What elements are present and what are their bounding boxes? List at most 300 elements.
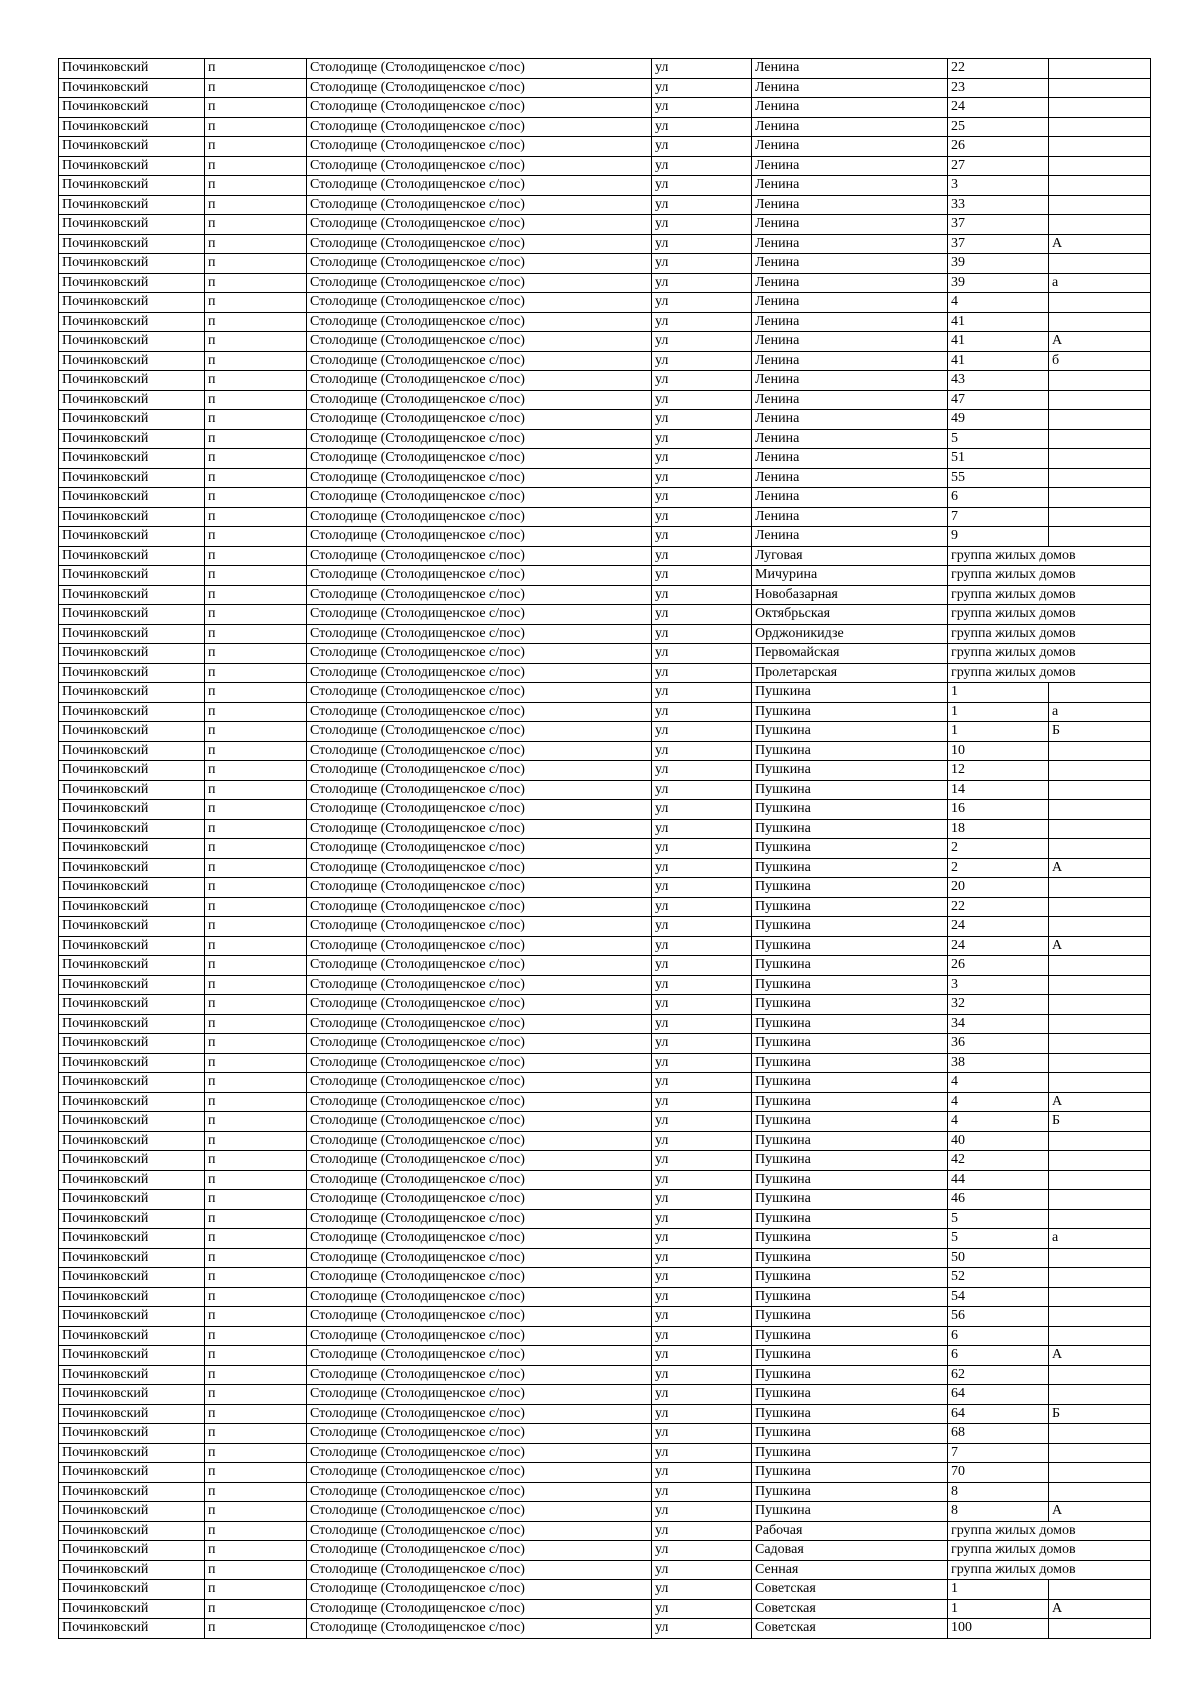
building-cell	[1049, 1443, 1151, 1463]
street-type-cell: ул	[652, 234, 752, 254]
settlement-cell: Столодище (Столодищенское с/пос)	[307, 1170, 652, 1190]
street-cell: Пушкина	[752, 1092, 948, 1112]
house-cell: 18	[948, 819, 1049, 839]
street-type-cell: ул	[652, 176, 752, 196]
settlement-cell: Столодище (Столодищенское с/пос)	[307, 839, 652, 859]
street-cell: Ленина	[752, 488, 948, 508]
settlement-cell: Столодище (Столодищенское с/пос)	[307, 1151, 652, 1171]
settlement-type-cell: п	[205, 410, 307, 430]
settlement-type-cell: п	[205, 1287, 307, 1307]
settlement-cell: Столодище (Столодищенское с/пос)	[307, 936, 652, 956]
settlement-type-cell: п	[205, 1443, 307, 1463]
street-cell: Октябрьская	[752, 605, 948, 625]
building-cell: А	[1049, 1346, 1151, 1366]
building-cell	[1049, 1326, 1151, 1346]
table-row	[59, 975, 1151, 995]
district-cell: Починковский	[59, 975, 205, 995]
district-cell: Починковский	[59, 390, 205, 410]
settlement-cell: Столодище (Столодищенское с/пос)	[307, 566, 652, 586]
building-cell	[1049, 1482, 1151, 1502]
settlement-cell: Столодище (Столодищенское с/пос)	[307, 1287, 652, 1307]
table-row	[59, 507, 1151, 527]
table-row	[59, 156, 1151, 176]
settlement-cell: Столодище (Столодищенское с/пос)	[307, 1365, 652, 1385]
street-cell: Пушкина	[752, 1268, 948, 1288]
building-cell: А	[1049, 332, 1151, 352]
table-row	[59, 1502, 1151, 1522]
street-cell: Ленина	[752, 449, 948, 469]
settlement-type-cell: п	[205, 780, 307, 800]
table-row	[59, 390, 1151, 410]
street-type-cell: ул	[652, 1307, 752, 1327]
street-cell: Пушкина	[752, 761, 948, 781]
house-cell: 10	[948, 741, 1049, 761]
street-type-cell: ул	[652, 663, 752, 683]
table-body	[59, 59, 1151, 1639]
district-cell: Починковский	[59, 1268, 205, 1288]
street-type-cell: ул	[652, 1112, 752, 1132]
settlement-cell: Столодище (Столодищенское с/пос)	[307, 975, 652, 995]
settlement-type-cell: п	[205, 1190, 307, 1210]
district-cell: Починковский	[59, 273, 205, 293]
house-cell: группа жилых домов	[948, 644, 1151, 664]
street-cell: Мичурина	[752, 566, 948, 586]
house-cell: 33	[948, 195, 1049, 215]
building-cell	[1049, 917, 1151, 937]
street-type-cell: ул	[652, 59, 752, 79]
district-cell: Починковский	[59, 995, 205, 1015]
street-cell: Ленина	[752, 215, 948, 235]
table-row	[59, 1482, 1151, 1502]
house-cell: 7	[948, 1443, 1049, 1463]
street-cell: Ленина	[752, 410, 948, 430]
district-cell: Починковский	[59, 1424, 205, 1444]
street-cell: Ленина	[752, 78, 948, 98]
street-cell: Пушкина	[752, 1443, 948, 1463]
street-cell: Сенная	[752, 1560, 948, 1580]
table-row	[59, 956, 1151, 976]
building-cell	[1049, 527, 1151, 547]
street-cell: Пушкина	[752, 1502, 948, 1522]
house-cell: 41	[948, 332, 1049, 352]
house-cell: группа жилых домов	[948, 605, 1151, 625]
table-row	[59, 1287, 1151, 1307]
street-type-cell: ул	[652, 1463, 752, 1483]
settlement-type-cell: п	[205, 897, 307, 917]
settlement-type-cell: п	[205, 137, 307, 157]
building-cell: Б	[1049, 1404, 1151, 1424]
street-type-cell: ул	[652, 117, 752, 137]
street-type-cell: ул	[652, 819, 752, 839]
street-cell: Пушкина	[752, 683, 948, 703]
settlement-type-cell: п	[205, 449, 307, 469]
settlement-cell: Столодище (Столодищенское с/пос)	[307, 1619, 652, 1639]
settlement-type-cell: п	[205, 1073, 307, 1093]
settlement-type-cell: п	[205, 332, 307, 352]
house-cell: 24	[948, 917, 1049, 937]
building-cell: А	[1049, 1502, 1151, 1522]
table-row	[59, 1170, 1151, 1190]
settlement-type-cell: п	[205, 1365, 307, 1385]
house-cell: 2	[948, 858, 1049, 878]
settlement-cell: Столодище (Столодищенское с/пос)	[307, 234, 652, 254]
table-row	[59, 936, 1151, 956]
street-cell: Пушкина	[752, 975, 948, 995]
district-cell: Починковский	[59, 1248, 205, 1268]
settlement-type-cell: п	[205, 605, 307, 625]
house-cell: 50	[948, 1248, 1049, 1268]
street-type-cell: ул	[652, 488, 752, 508]
house-cell: 40	[948, 1131, 1049, 1151]
house-cell: 41	[948, 312, 1049, 332]
settlement-cell: Столодище (Столодищенское с/пос)	[307, 624, 652, 644]
house-cell: 26	[948, 137, 1049, 157]
table-row	[59, 897, 1151, 917]
street-type-cell: ул	[652, 995, 752, 1015]
street-type-cell: ул	[652, 371, 752, 391]
district-cell: Починковский	[59, 1151, 205, 1171]
district-cell: Починковский	[59, 1287, 205, 1307]
district-cell: Починковский	[59, 1053, 205, 1073]
building-cell	[1049, 897, 1151, 917]
table-row	[59, 1248, 1151, 1268]
street-cell: Пушкина	[752, 878, 948, 898]
settlement-cell: Столодище (Столодищенское с/пос)	[307, 390, 652, 410]
street-type-cell: ул	[652, 293, 752, 313]
settlement-type-cell: п	[205, 273, 307, 293]
table-row	[59, 332, 1151, 352]
house-cell: 3	[948, 176, 1049, 196]
street-cell: Пушкина	[752, 917, 948, 937]
building-cell	[1049, 117, 1151, 137]
district-cell: Починковский	[59, 1073, 205, 1093]
street-type-cell: ул	[652, 936, 752, 956]
table-row	[59, 488, 1151, 508]
house-cell: 5	[948, 429, 1049, 449]
settlement-type-cell: п	[205, 1404, 307, 1424]
district-cell: Починковский	[59, 897, 205, 917]
settlement-cell: Столодище (Столодищенское с/пос)	[307, 215, 652, 235]
table-row	[59, 858, 1151, 878]
building-cell	[1049, 78, 1151, 98]
house-cell: 20	[948, 878, 1049, 898]
settlement-cell: Столодище (Столодищенское с/пос)	[307, 449, 652, 469]
district-cell: Починковский	[59, 878, 205, 898]
table-row	[59, 137, 1151, 157]
house-cell: 4	[948, 1073, 1049, 1093]
table-row	[59, 1209, 1151, 1229]
settlement-cell: Столодище (Столодищенское с/пос)	[307, 956, 652, 976]
street-type-cell: ул	[652, 858, 752, 878]
settlement-cell: Столодище (Столодищенское с/пос)	[307, 878, 652, 898]
settlement-type-cell: п	[205, 215, 307, 235]
district-cell: Починковский	[59, 1443, 205, 1463]
settlement-cell: Столодище (Столодищенское с/пос)	[307, 273, 652, 293]
building-cell	[1049, 1073, 1151, 1093]
district-cell: Починковский	[59, 1385, 205, 1405]
table-row	[59, 176, 1151, 196]
house-cell: 5	[948, 1209, 1049, 1229]
street-type-cell: ул	[652, 332, 752, 352]
settlement-cell: Столодище (Столодищенское с/пос)	[307, 1053, 652, 1073]
building-cell: а	[1049, 1229, 1151, 1249]
street-cell: Ленина	[752, 137, 948, 157]
street-cell: Пушкина	[752, 858, 948, 878]
street-cell: Ленина	[752, 371, 948, 391]
settlement-type-cell: п	[205, 917, 307, 937]
settlement-cell: Столодище (Столодищенское с/пос)	[307, 780, 652, 800]
street-type-cell: ул	[652, 215, 752, 235]
settlement-type-cell: п	[205, 1502, 307, 1522]
settlement-cell: Столодище (Столодищенское с/пос)	[307, 722, 652, 742]
table-row	[59, 878, 1151, 898]
settlement-cell: Столодище (Столодищенское с/пос)	[307, 1385, 652, 1405]
table-row	[59, 1404, 1151, 1424]
street-type-cell: ул	[652, 1482, 752, 1502]
street-type-cell: ул	[652, 1073, 752, 1093]
district-cell: Починковский	[59, 1502, 205, 1522]
street-cell: Первомайская	[752, 644, 948, 664]
table-row	[59, 59, 1151, 79]
street-cell: Ленина	[752, 332, 948, 352]
settlement-type-cell: п	[205, 1268, 307, 1288]
house-cell: 100	[948, 1619, 1049, 1639]
street-cell: Пушкина	[752, 1287, 948, 1307]
house-cell: 22	[948, 897, 1049, 917]
table-row	[59, 1443, 1151, 1463]
district-cell: Починковский	[59, 1014, 205, 1034]
street-type-cell: ул	[652, 839, 752, 859]
district-cell: Починковский	[59, 351, 205, 371]
street-cell: Пушкина	[752, 1053, 948, 1073]
street-cell: Ленина	[752, 429, 948, 449]
settlement-type-cell: п	[205, 98, 307, 118]
street-cell: Ленина	[752, 507, 948, 527]
table-row	[59, 644, 1151, 664]
street-type-cell: ул	[652, 1541, 752, 1561]
settlement-cell: Столодище (Столодищенское с/пос)	[307, 1073, 652, 1093]
table-row	[59, 351, 1151, 371]
street-type-cell: ул	[652, 78, 752, 98]
street-type-cell: ул	[652, 741, 752, 761]
street-cell: Ленина	[752, 527, 948, 547]
house-cell: 4	[948, 1092, 1049, 1112]
street-type-cell: ул	[652, 312, 752, 332]
house-cell: 55	[948, 468, 1049, 488]
street-type-cell: ул	[652, 137, 752, 157]
house-cell: 34	[948, 1014, 1049, 1034]
settlement-cell: Столодище (Столодищенское с/пос)	[307, 507, 652, 527]
settlement-type-cell: п	[205, 1560, 307, 1580]
street-cell: Луговая	[752, 546, 948, 566]
street-cell: Ленина	[752, 312, 948, 332]
table-row	[59, 663, 1151, 683]
settlement-cell: Столодище (Столодищенское с/пос)	[307, 1229, 652, 1249]
house-cell: 1	[948, 1599, 1049, 1619]
house-cell: 51	[948, 449, 1049, 469]
settlement-type-cell: п	[205, 1541, 307, 1561]
street-type-cell: ул	[652, 1385, 752, 1405]
table-row	[59, 1619, 1151, 1639]
house-cell: 42	[948, 1151, 1049, 1171]
district-cell: Починковский	[59, 956, 205, 976]
settlement-type-cell: п	[205, 488, 307, 508]
district-cell: Починковский	[59, 98, 205, 118]
building-cell	[1049, 1209, 1151, 1229]
district-cell: Починковский	[59, 1092, 205, 1112]
street-type-cell: ул	[652, 702, 752, 722]
building-cell	[1049, 1580, 1151, 1600]
street-type-cell: ул	[652, 429, 752, 449]
district-cell: Починковский	[59, 624, 205, 644]
street-type-cell: ул	[652, 917, 752, 937]
settlement-type-cell: п	[205, 390, 307, 410]
settlement-type-cell: п	[205, 1112, 307, 1132]
settlement-type-cell: п	[205, 312, 307, 332]
table-row	[59, 995, 1151, 1015]
settlement-cell: Столодище (Столодищенское с/пос)	[307, 995, 652, 1015]
street-type-cell: ул	[652, 273, 752, 293]
settlement-cell: Столодище (Столодищенское с/пос)	[307, 897, 652, 917]
building-cell	[1049, 1365, 1151, 1385]
table-row	[59, 800, 1151, 820]
settlement-type-cell: п	[205, 78, 307, 98]
building-cell: А	[1049, 1092, 1151, 1112]
settlement-type-cell: п	[205, 878, 307, 898]
street-type-cell: ул	[652, 1521, 752, 1541]
settlement-cell: Столодище (Столодищенское с/пос)	[307, 488, 652, 508]
building-cell	[1049, 1131, 1151, 1151]
building-cell	[1049, 59, 1151, 79]
building-cell	[1049, 683, 1151, 703]
house-cell: группа жилых домов	[948, 663, 1151, 683]
district-cell: Починковский	[59, 1619, 205, 1639]
district-cell: Починковский	[59, 371, 205, 391]
settlement-cell: Столодище (Столодищенское с/пос)	[307, 819, 652, 839]
street-type-cell: ул	[652, 1053, 752, 1073]
settlement-cell: Столодище (Столодищенское с/пос)	[307, 1190, 652, 1210]
building-cell	[1049, 429, 1151, 449]
house-cell: 7	[948, 507, 1049, 527]
settlement-cell: Столодище (Столодищенское с/пос)	[307, 59, 652, 79]
building-cell	[1049, 449, 1151, 469]
building-cell: Б	[1049, 722, 1151, 742]
street-type-cell: ул	[652, 507, 752, 527]
house-cell: 1	[948, 702, 1049, 722]
district-cell: Починковский	[59, 468, 205, 488]
settlement-cell: Столодище (Столодищенское с/пос)	[307, 1443, 652, 1463]
settlement-cell: Столодище (Столодищенское с/пос)	[307, 858, 652, 878]
settlement-cell: Столодище (Столодищенское с/пос)	[307, 800, 652, 820]
table-row	[59, 624, 1151, 644]
building-cell: А	[1049, 936, 1151, 956]
street-cell: Пушкина	[752, 1170, 948, 1190]
building-cell	[1049, 1287, 1151, 1307]
street-type-cell: ул	[652, 351, 752, 371]
table-row	[59, 761, 1151, 781]
table-row	[59, 117, 1151, 137]
street-type-cell: ул	[652, 605, 752, 625]
house-cell: 23	[948, 78, 1049, 98]
settlement-type-cell: п	[205, 429, 307, 449]
street-type-cell: ул	[652, 1424, 752, 1444]
settlement-cell: Столодище (Столодищенское с/пос)	[307, 1424, 652, 1444]
settlement-cell: Столодище (Столодищенское с/пос)	[307, 546, 652, 566]
district-cell: Починковский	[59, 741, 205, 761]
settlement-cell: Столодище (Столодищенское с/пос)	[307, 293, 652, 313]
district-cell: Починковский	[59, 780, 205, 800]
building-cell	[1049, 1268, 1151, 1288]
street-type-cell: ул	[652, 1619, 752, 1639]
street-cell: Ленина	[752, 59, 948, 79]
street-cell: Пушкина	[752, 741, 948, 761]
settlement-cell: Столодище (Столодищенское с/пос)	[307, 1521, 652, 1541]
district-cell: Починковский	[59, 1229, 205, 1249]
house-cell: 14	[948, 780, 1049, 800]
street-type-cell: ул	[652, 1502, 752, 1522]
building-cell	[1049, 98, 1151, 118]
building-cell	[1049, 215, 1151, 235]
table-row	[59, 1463, 1151, 1483]
settlement-cell: Столодище (Столодищенское с/пос)	[307, 1326, 652, 1346]
settlement-cell: Столодище (Столодищенское с/пос)	[307, 1268, 652, 1288]
settlement-type-cell: п	[205, 819, 307, 839]
settlement-type-cell: п	[205, 975, 307, 995]
house-cell: группа жилых домов	[948, 1560, 1151, 1580]
house-cell: 1	[948, 722, 1049, 742]
street-type-cell: ул	[652, 956, 752, 976]
settlement-type-cell: п	[205, 956, 307, 976]
building-cell	[1049, 1424, 1151, 1444]
table-row	[59, 1034, 1151, 1054]
district-cell: Починковский	[59, 507, 205, 527]
settlement-type-cell: п	[205, 1521, 307, 1541]
building-cell	[1049, 137, 1151, 157]
house-cell: 70	[948, 1463, 1049, 1483]
settlement-type-cell: п	[205, 1580, 307, 1600]
street-cell: Пушкина	[752, 1131, 948, 1151]
district-cell: Починковский	[59, 1599, 205, 1619]
settlement-type-cell: п	[205, 293, 307, 313]
building-cell	[1049, 741, 1151, 761]
settlement-cell: Столодище (Столодищенское с/пос)	[307, 1092, 652, 1112]
table-row	[59, 1151, 1151, 1171]
street-cell: Пушкина	[752, 1463, 948, 1483]
house-cell: 62	[948, 1365, 1049, 1385]
house-cell: 8	[948, 1482, 1049, 1502]
building-cell	[1049, 1151, 1151, 1171]
street-cell: Новобазарная	[752, 585, 948, 605]
street-cell: Пушкина	[752, 1014, 948, 1034]
table-row	[59, 371, 1151, 391]
district-cell: Починковский	[59, 702, 205, 722]
table-row	[59, 1326, 1151, 1346]
table-row	[59, 1229, 1151, 1249]
building-cell: А	[1049, 234, 1151, 254]
building-cell	[1049, 1307, 1151, 1327]
building-cell	[1049, 1014, 1151, 1034]
street-type-cell: ул	[652, 195, 752, 215]
house-cell: группа жилых домов	[948, 1541, 1151, 1561]
street-cell: Пушкина	[752, 1482, 948, 1502]
house-cell: группа жилых домов	[948, 566, 1151, 586]
street-type-cell: ул	[652, 1560, 752, 1580]
table-row	[59, 449, 1151, 469]
street-cell: Ленина	[752, 273, 948, 293]
street-type-cell: ул	[652, 624, 752, 644]
building-cell	[1049, 878, 1151, 898]
building-cell	[1049, 176, 1151, 196]
